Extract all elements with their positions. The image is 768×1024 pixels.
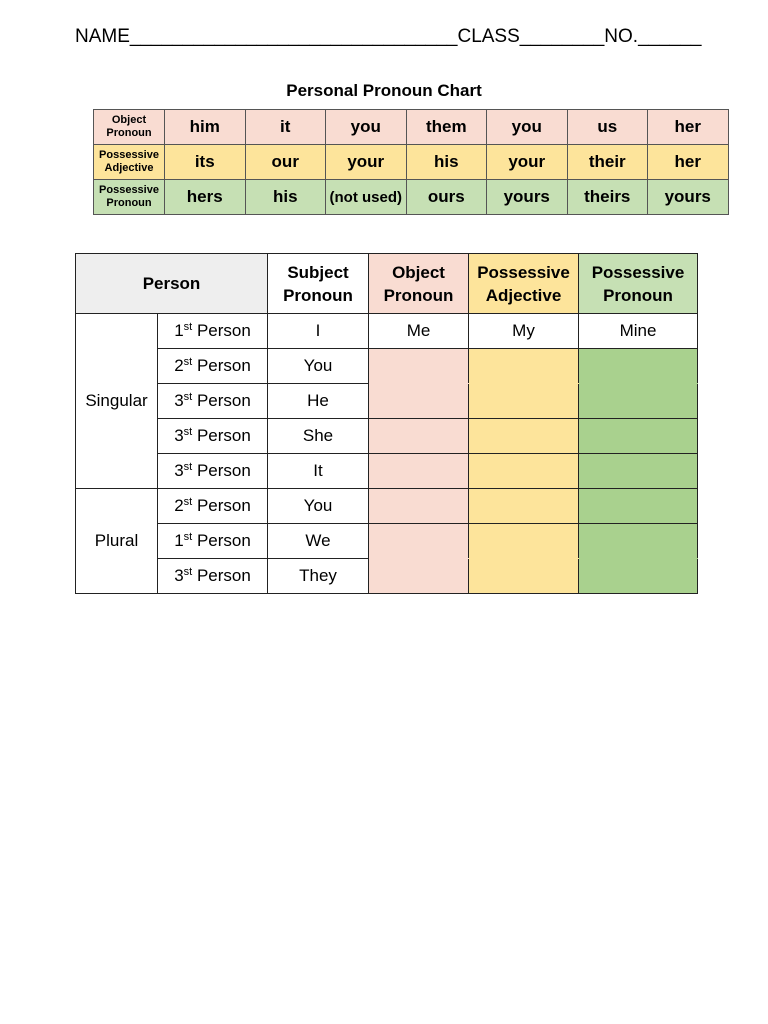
table-row xyxy=(76,349,698,384)
table-row xyxy=(76,559,698,594)
chart-word: his xyxy=(245,180,326,215)
pronoun-cell[interactable] xyxy=(579,384,698,419)
person-cell: 3st Person xyxy=(158,384,268,419)
chart-word: her xyxy=(648,145,729,180)
table-row xyxy=(76,489,698,524)
adjective-cell[interactable] xyxy=(469,454,579,489)
object-cell[interactable] xyxy=(369,524,469,559)
adjective-cell[interactable]: My xyxy=(469,314,579,349)
table-row xyxy=(76,384,698,419)
chart-word: her xyxy=(648,110,729,145)
adjective-cell[interactable] xyxy=(469,384,579,419)
object-cell[interactable] xyxy=(369,349,469,384)
table-row xyxy=(76,419,698,454)
header-object-pronoun: Object Pronoun xyxy=(369,254,469,314)
header-subject-pronoun: Subject Pronoun xyxy=(268,254,369,314)
header-person: Person xyxy=(76,254,268,314)
adjective-cell[interactable] xyxy=(469,419,579,454)
table-row xyxy=(76,314,698,349)
table-header-row xyxy=(76,254,698,314)
chart-row-label: Possessive Adjective xyxy=(94,145,165,180)
name-class-no-line: NAME_______________________________CLASS________NO.______ xyxy=(75,26,702,47)
chart-word: yours xyxy=(648,180,729,215)
subject-cell: He xyxy=(268,384,369,419)
group-plural: Plural xyxy=(76,489,158,594)
chart-row-label: Possessive Pronoun xyxy=(94,180,165,215)
table-row xyxy=(76,524,698,559)
subject-cell: You xyxy=(268,349,369,384)
chart-word: theirs xyxy=(567,180,648,215)
chart-word: them xyxy=(406,110,487,145)
pronoun-cell[interactable] xyxy=(579,489,698,524)
chart-word: us xyxy=(567,110,648,145)
person-cell: 3st Person xyxy=(158,454,268,489)
chart-title: Personal Pronoun Chart xyxy=(286,81,482,100)
pronoun-cell[interactable]: Mine xyxy=(579,314,698,349)
pronoun-chart xyxy=(93,109,729,215)
chart-word: ours xyxy=(406,180,487,215)
pronoun-cell[interactable] xyxy=(579,559,698,594)
chart-word: hers xyxy=(165,180,246,215)
person-cell: 3st Person xyxy=(158,419,268,454)
object-cell[interactable] xyxy=(369,559,469,594)
adjective-cell[interactable] xyxy=(469,559,579,594)
chart-row-label: Object Pronoun xyxy=(94,110,165,145)
chart-row-possessive-adjective xyxy=(94,145,729,180)
person-cell: 1st Person xyxy=(158,314,268,349)
chart-word: (not used) xyxy=(326,180,407,215)
chart-word: you xyxy=(326,110,407,145)
object-cell[interactable] xyxy=(369,419,469,454)
subject-cell: It xyxy=(268,454,369,489)
adjective-cell[interactable] xyxy=(469,524,579,559)
pronoun-cell[interactable] xyxy=(579,419,698,454)
chart-word: our xyxy=(245,145,326,180)
pronoun-worksheet-table xyxy=(75,253,698,594)
chart-word: you xyxy=(487,110,568,145)
chart-word: his xyxy=(406,145,487,180)
person-cell: 1st Person xyxy=(158,524,268,559)
chart-word: its xyxy=(165,145,246,180)
person-cell: 2st Person xyxy=(158,349,268,384)
subject-cell: They xyxy=(268,559,369,594)
chart-word: yours xyxy=(487,180,568,215)
object-cell[interactable] xyxy=(369,489,469,524)
chart-row-possessive-pronoun xyxy=(94,180,729,215)
chart-row-object xyxy=(94,110,729,145)
pronoun-cell[interactable] xyxy=(579,349,698,384)
group-singular: Singular xyxy=(76,314,158,489)
person-cell: 3st Person xyxy=(158,559,268,594)
object-cell[interactable]: Me xyxy=(369,314,469,349)
header-possessive-pronoun: Possessive Pronoun xyxy=(579,254,698,314)
chart-word: him xyxy=(165,110,246,145)
subject-cell: We xyxy=(268,524,369,559)
chart-word: it xyxy=(245,110,326,145)
chart-word: your xyxy=(326,145,407,180)
table-row xyxy=(76,454,698,489)
header-possessive-adjective: Possessive Adjective xyxy=(469,254,579,314)
adjective-cell[interactable] xyxy=(469,489,579,524)
subject-cell: You xyxy=(268,489,369,524)
pronoun-cell[interactable] xyxy=(579,524,698,559)
person-cell: 2st Person xyxy=(158,489,268,524)
object-cell[interactable] xyxy=(369,384,469,419)
chart-word: your xyxy=(487,145,568,180)
subject-cell: I xyxy=(268,314,369,349)
object-cell[interactable] xyxy=(369,454,469,489)
chart-word: their xyxy=(567,145,648,180)
pronoun-cell[interactable] xyxy=(579,454,698,489)
subject-cell: She xyxy=(268,419,369,454)
adjective-cell[interactable] xyxy=(469,349,579,384)
